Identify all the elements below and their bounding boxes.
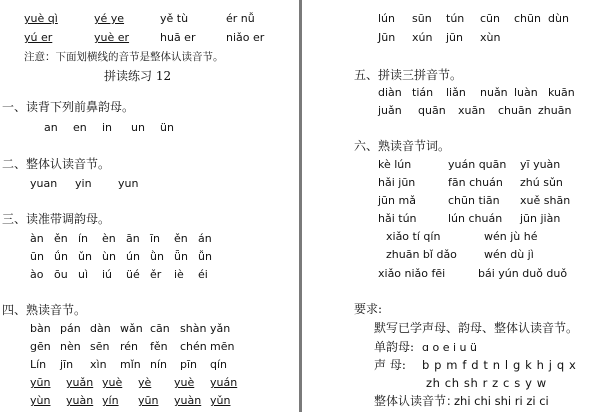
final: éi [198, 268, 208, 281]
syllable: yuè qì [24, 12, 58, 25]
whole-syllables-list: zhi chi shi ri zi ci [454, 394, 549, 408]
word: jūn jiàn [520, 212, 561, 225]
section-6-row-7 [378, 267, 567, 281]
final: ǜn [150, 250, 164, 263]
page-divider [299, 0, 302, 412]
section-2-row [30, 177, 138, 191]
syllable: xìn [90, 358, 107, 371]
final: uì [78, 268, 89, 281]
final: un [131, 121, 145, 134]
syllable: jūn [446, 31, 463, 44]
syllable: cūn [480, 12, 500, 25]
syllable: pán [60, 322, 81, 335]
final: ín [78, 232, 89, 245]
final: īn [150, 232, 161, 245]
section-1-heading: 一、读背下列前鼻韵母。 [2, 100, 135, 114]
word: xiǎo tí qín [386, 230, 441, 243]
syllable: yuán [210, 376, 238, 389]
syllable: chuān [498, 104, 532, 117]
section-4-row-2 [30, 340, 234, 354]
syllable: luàn [514, 86, 538, 99]
syllable: xùn [480, 31, 501, 44]
syllable: wǎn [120, 322, 143, 335]
final: èn [102, 232, 116, 245]
syllable: pīn [180, 358, 198, 371]
exercise-title: 拼读练习 12 [104, 69, 172, 83]
syllable: yùn [30, 394, 51, 407]
syllable: yè [138, 376, 152, 389]
top-row-2 [24, 31, 264, 45]
left-page [0, 0, 298, 412]
top-row-1 [24, 12, 255, 26]
word: kè lún [378, 158, 412, 171]
final: ǘn [54, 250, 68, 263]
initials-line [374, 358, 576, 373]
syllable: rén [120, 340, 139, 353]
label: 声 母: [374, 358, 406, 372]
whole-syllables-line [374, 394, 549, 409]
section-3-row-3 [30, 268, 208, 282]
note: 注意：下面划横线的音节是整体认读音节。 [24, 51, 224, 63]
syllable: lún [378, 12, 395, 25]
initials-line-2: zh ch sh r z c s y w [426, 376, 547, 390]
syllable: sūn [412, 12, 432, 25]
syllable: huā er [160, 31, 196, 44]
syllable: yun [118, 177, 139, 190]
syllable: tián [412, 86, 434, 99]
final: ěn [174, 232, 188, 245]
word: lún chuán [448, 212, 503, 225]
syllable: xuān [458, 104, 486, 117]
final: üé [126, 268, 140, 281]
section-3-row-2 [30, 250, 212, 264]
section-5-row-1 [378, 86, 575, 100]
section-1-row [44, 121, 174, 135]
section-4-row-1 [30, 322, 230, 336]
syllable: juǎn [378, 104, 402, 117]
syllable: cān [150, 322, 170, 335]
section-6-row-6 [386, 248, 534, 262]
syllable: yě tù [160, 12, 189, 25]
word: jūn mǎ [378, 194, 416, 207]
syllable: fěn [150, 340, 168, 353]
syllable: jīn [60, 358, 74, 371]
section-4-row-5 [30, 394, 230, 408]
final: iú [102, 268, 113, 281]
section-4-row-3 [30, 358, 227, 372]
final: ǖn [174, 250, 188, 263]
word: fān chuán [448, 176, 503, 189]
final: ūn [30, 250, 44, 263]
section-6-row-4 [378, 212, 560, 226]
syllable: yin [75, 177, 92, 190]
syllable: tún [446, 12, 465, 25]
syllable: chén [180, 340, 207, 353]
syllable: bàn [30, 322, 51, 335]
word: wén jù hé [484, 230, 538, 243]
syllable: yín [102, 394, 119, 407]
requirements-heading: 要求: [354, 302, 383, 316]
final: an [44, 121, 58, 134]
final: ün [160, 121, 174, 134]
finals-list: ɑ o e i u ü [422, 341, 477, 354]
syllable: kuān [548, 86, 575, 99]
syllable: yǎn [210, 322, 231, 335]
syllable: xún [412, 31, 433, 44]
word: yuán quān [448, 158, 507, 171]
final: ào [30, 268, 44, 281]
section-2-heading: 二、整体认读音节。 [2, 157, 111, 171]
top-row-1 [378, 12, 569, 26]
label: 单韵母: [374, 340, 415, 354]
syllable: dàn [90, 322, 111, 335]
syllable: yuè [174, 376, 195, 389]
final: en [73, 121, 87, 134]
top-row-2 [378, 31, 500, 45]
syllable: quān [418, 104, 446, 117]
section-6-row-5 [386, 230, 538, 244]
word: wén dù jì [484, 248, 534, 261]
single-finals-line [374, 340, 477, 355]
syllable: liǎn [446, 86, 466, 99]
syllable: yuàn [66, 394, 94, 407]
section-4-row-4 [30, 376, 237, 390]
word: chūn tiān [448, 194, 500, 207]
syllable: yuè [102, 376, 123, 389]
requirements-text: 默写已学声母、韵母、整体认读音节。 [374, 321, 579, 335]
final: ěr [150, 268, 162, 281]
syllable: Jūn [378, 31, 396, 44]
word: zhú sǔn [520, 176, 563, 189]
syllable: yuǎn [66, 376, 94, 389]
section-4-heading: 四、熟读音节。 [2, 303, 87, 317]
section-3-heading: 三、读准带调韵母。 [2, 212, 111, 226]
syllable: ér nǚ [226, 12, 255, 25]
final: ǔn [78, 250, 92, 263]
syllable: sēn [90, 340, 110, 353]
final: ùn [102, 250, 116, 263]
initials-list: b p m f d t n l g k h j q x [422, 358, 577, 372]
word: xuě shān [520, 194, 571, 207]
word: bái yún duǒ duǒ [478, 267, 568, 280]
word: hǎi tún [378, 212, 417, 225]
syllable: yūn [30, 376, 51, 389]
syllable: diàn [378, 86, 402, 99]
section-6-row-3 [378, 194, 570, 208]
syllable: zhuān [538, 104, 572, 117]
syllable: qín [210, 358, 228, 371]
syllable: Lín [30, 358, 47, 371]
label: 整体认读音节： [374, 394, 459, 408]
syllable: shàn [180, 322, 207, 335]
syllable: yuàn [174, 394, 202, 407]
final: ān [126, 232, 140, 245]
final: ěn [54, 232, 68, 245]
final: án [198, 232, 212, 245]
word: zhuān bǐ dǎo [386, 248, 457, 261]
section-6-row-1 [378, 158, 560, 172]
word: hǎi jūn [378, 176, 416, 189]
syllable: chūn [514, 12, 541, 25]
syllable: mǐn [120, 358, 141, 371]
section-6-row-2 [378, 176, 563, 190]
section-6-heading: 六、熟读音节词。 [354, 139, 451, 153]
syllable: nuǎn [480, 86, 508, 99]
right-page [304, 0, 600, 412]
syllable: yūn [138, 394, 159, 407]
section-3-row-1 [30, 232, 212, 246]
syllable: dùn [548, 12, 569, 25]
word: yī yuàn [520, 158, 561, 171]
syllable: yuè er [94, 31, 130, 44]
final: iè [174, 268, 184, 281]
syllable: mēn [210, 340, 235, 353]
syllable: gēn [30, 340, 51, 353]
final: ǚn [198, 250, 212, 263]
final: in [102, 121, 113, 134]
final: àn [30, 232, 44, 245]
syllable: yé ye [94, 12, 125, 25]
word: xiǎo niǎo fēi [378, 267, 446, 280]
section-5-heading: 五、拼读三拼音节。 [354, 68, 463, 82]
syllable: yuan [30, 177, 58, 190]
syllable: niǎo er [226, 31, 265, 44]
final: ōu [54, 268, 68, 281]
syllable: nèn [60, 340, 81, 353]
final: ún [126, 250, 140, 263]
syllable: nín [150, 358, 167, 371]
syllable: yǔn [210, 394, 231, 407]
syllable: yú er [24, 31, 53, 44]
section-5-row-2 [378, 104, 571, 118]
